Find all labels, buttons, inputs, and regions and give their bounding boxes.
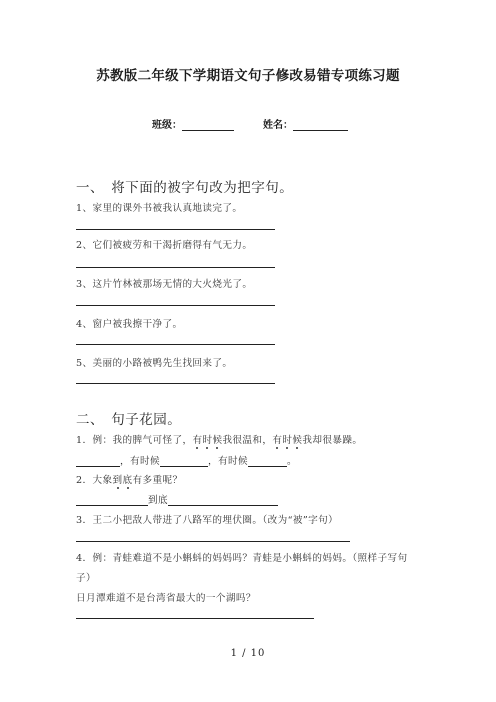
s2-answer-line-4[interactable] xyxy=(76,618,314,619)
name-label: 姓名： xyxy=(263,120,293,131)
s1-question-3: 3、这片竹林被那场无情的大火烧光了。 xyxy=(76,279,253,290)
page-number: 1 / 10 xyxy=(230,648,266,659)
q1-suffix: 我却很暴躁。 xyxy=(302,435,363,446)
section2-heading: 二、 句子花园。 xyxy=(76,412,182,428)
q2-blank-1[interactable] xyxy=(76,495,148,506)
s1-answer-line-3[interactable] xyxy=(76,305,275,306)
q2-fill-mid: 到底 xyxy=(148,495,168,506)
q2-prefix: 2．大象 xyxy=(76,475,113,486)
s2-question-3: 3．王二小把敌人带进了八路军的埋伏圈。（改为“被”字句） xyxy=(76,515,339,526)
class-blank[interactable] xyxy=(182,120,234,131)
s1-question-4: 4、窗户被我擦干净了。 xyxy=(76,319,183,330)
q2-emphasis: 到底 xyxy=(112,475,133,486)
s2-question-4-line2: 子） xyxy=(76,573,96,584)
q1-mid: 我很温和， xyxy=(222,435,273,446)
page-title: 苏教版二年级下学期语文句子修改易错专项练习题 xyxy=(96,68,400,84)
q1-fill-end: 。 xyxy=(286,456,297,467)
name-blank[interactable] xyxy=(293,120,348,131)
q2-suffix: 有多重呢？ xyxy=(132,475,183,486)
q1-fill-b: ，有时候 xyxy=(207,456,248,467)
q1-blank-2[interactable] xyxy=(160,456,208,467)
q2-blank-2[interactable] xyxy=(168,495,278,506)
q1-blank-3[interactable] xyxy=(248,456,287,467)
q1-fill-a: ，有时候 xyxy=(120,456,160,467)
s2-question-2 xyxy=(76,472,182,486)
q1-emphasis-1: 有时候 xyxy=(192,435,223,446)
s1-question-5: 5、美丽的小路被鸭先生找回来了。 xyxy=(76,358,233,369)
name-field xyxy=(263,116,348,131)
s2-question-1 xyxy=(76,432,362,446)
section1-heading: 一、 将下面的被字句改为把字句。 xyxy=(76,180,294,196)
s2-question-4-prompt: 日月潭难道不是台湾省最大的一个湖吗？ xyxy=(76,593,256,604)
s1-question-1: 1、家里的课外书被我认真地读完了。 xyxy=(76,203,243,214)
q1-prefix: 1．例：我的脾气可怪了， xyxy=(76,435,193,446)
s1-answer-line-5[interactable] xyxy=(76,383,275,384)
s2-q2-fill xyxy=(76,492,278,506)
q1-emphasis-2: 有时候 xyxy=(272,435,303,446)
class-label: 班级： xyxy=(152,120,182,131)
s2-answer-line-3[interactable] xyxy=(76,541,350,542)
class-field xyxy=(152,116,234,131)
s2-question-4-line1: 4．例：青蛙难道不是小蝌蚪的妈妈吗？青蛙是小蝌蚪的妈妈。（照样子写句 xyxy=(76,553,408,564)
s1-answer-line-1[interactable] xyxy=(76,229,275,230)
s1-answer-line-2[interactable] xyxy=(76,267,275,268)
s2-q1-fill xyxy=(76,453,297,467)
s1-answer-line-4[interactable] xyxy=(76,344,275,345)
q1-blank-1[interactable] xyxy=(76,456,120,467)
s1-question-2: 2、它们被疲劳和干渴折磨得有气无力。 xyxy=(76,240,253,251)
